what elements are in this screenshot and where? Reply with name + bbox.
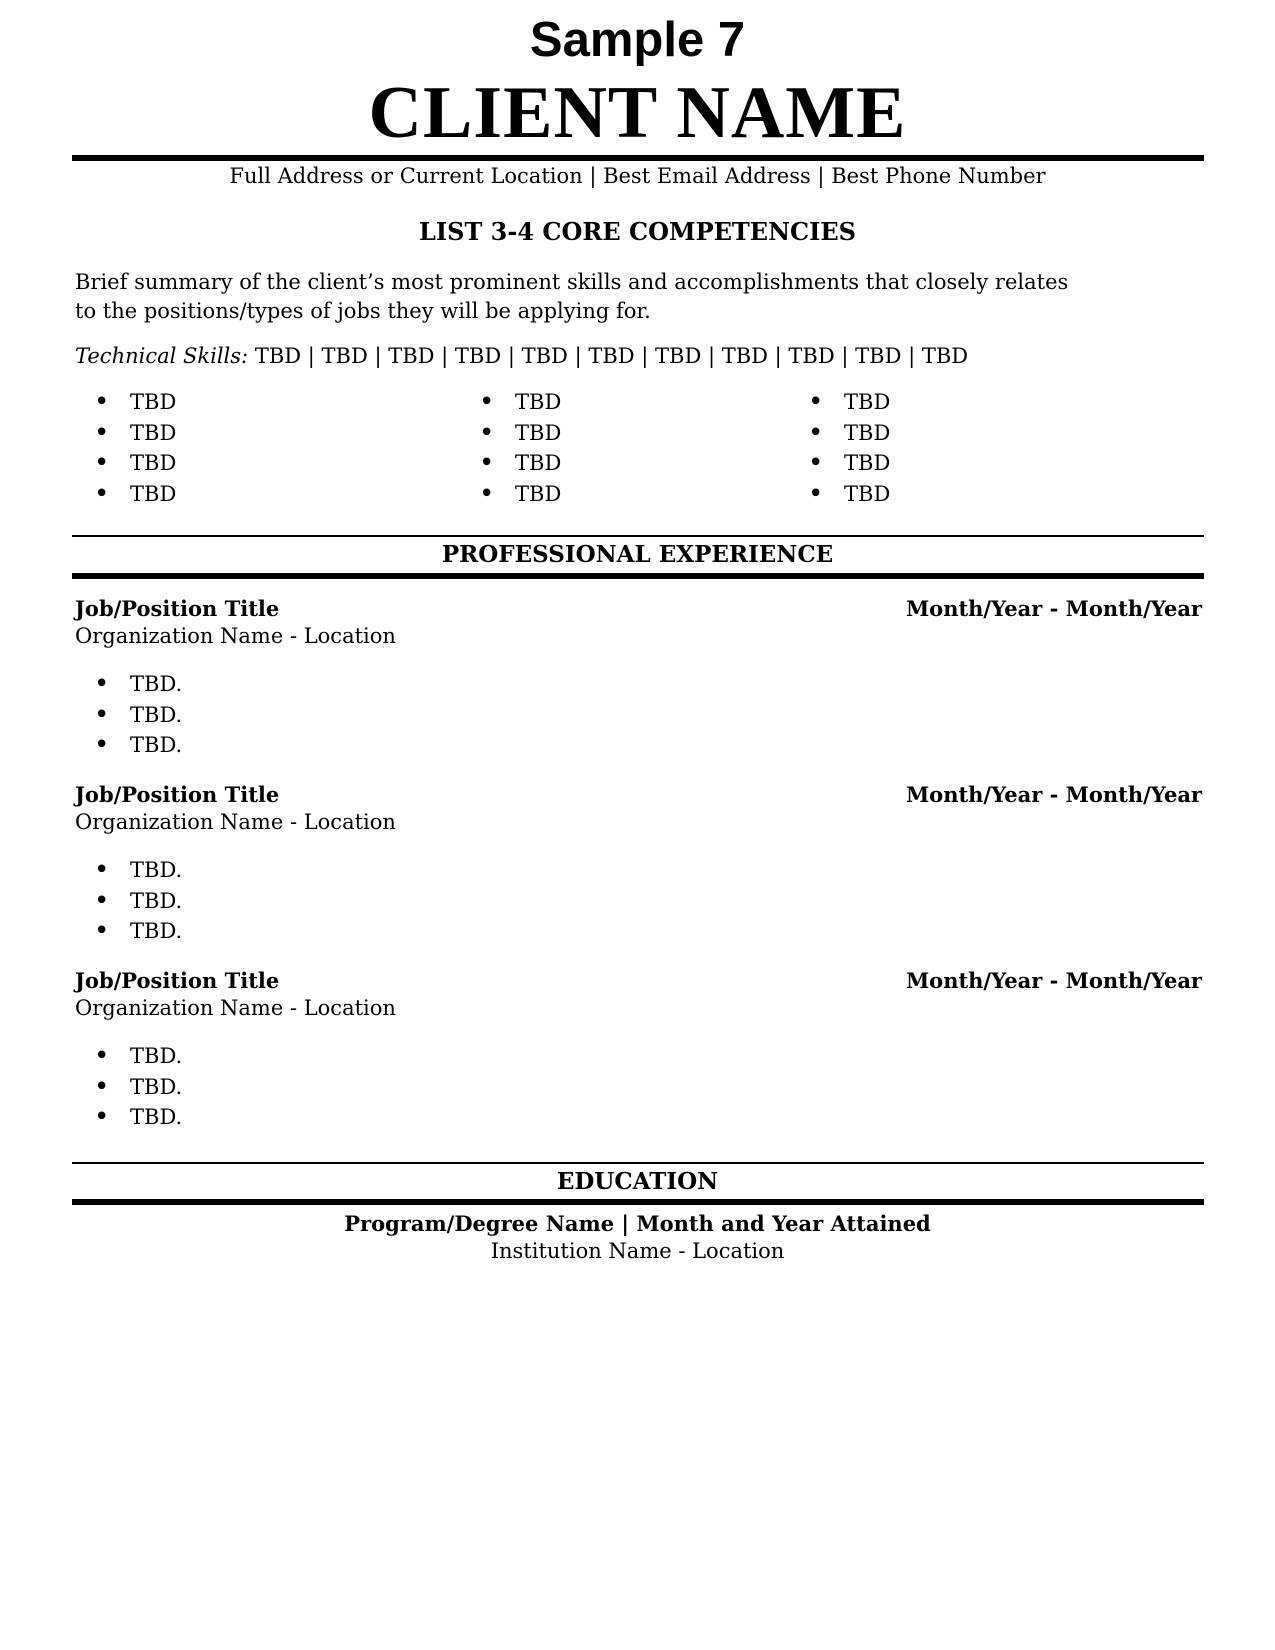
header-divider: [72, 155, 1204, 161]
skills-column-3: [808, 387, 890, 509]
skill-item: • TBD: [808, 448, 890, 479]
skills-column-1: [94, 387, 176, 509]
competencies-heading: LIST 3-4 CORE COMPETENCIES: [419, 217, 856, 246]
summary-paragraph: Brief summary of the client’s most prominent skills and accomplishments that closely relates to the positions/types of jobs they will be applying for.: [75, 270, 1069, 323]
job-entry: [75, 966, 1202, 1133]
duty-item: • TBD.: [94, 1072, 1202, 1103]
education-institution: Institution Name - Location: [490, 1239, 785, 1263]
job-entry: [75, 594, 1202, 761]
skill-item: • TBD: [479, 448, 561, 479]
duty-item: • TBD.: [94, 916, 1202, 947]
skill-item: • TBD: [479, 479, 561, 510]
skill-item: • TBD: [808, 479, 890, 510]
job-duties: [94, 669, 1202, 761]
contact-line: Full Address or Current Location | Best Email Address | Best Phone Number: [229, 164, 1046, 188]
experience-bottom-rule: [72, 573, 1204, 579]
sample-label: Sample 7: [529, 13, 746, 67]
duty-item: • TBD.: [94, 886, 1202, 917]
duty-item: • TBD.: [94, 855, 1202, 886]
skill-item: • TBD: [94, 387, 176, 418]
education-top-rule: [72, 1162, 1204, 1164]
technical-skills-label: Technical Skills:: [75, 344, 249, 368]
education-bottom-rule: [72, 1199, 1204, 1205]
skill-item: • TBD: [94, 479, 176, 510]
job-organization: Organization Name - Location: [75, 996, 396, 1020]
skill-item: • TBD: [479, 418, 561, 449]
education-degree: Program/Degree Name | Month and Year Attained: [344, 1211, 931, 1236]
job-title: Job/Position Title: [75, 596, 280, 621]
skill-item: • TBD: [808, 418, 890, 449]
job-organization: Organization Name - Location: [75, 624, 396, 648]
skills-column-2: [479, 387, 561, 509]
job-dates: Month/Year - Month/Year: [905, 968, 1202, 993]
job-duties: [94, 855, 1202, 947]
experience-top-rule: [72, 535, 1204, 537]
duty-item: • TBD.: [94, 730, 1202, 761]
job-dates: Month/Year - Month/Year: [905, 596, 1202, 621]
skill-item: • TBD: [94, 448, 176, 479]
duty-item: • TBD.: [94, 1041, 1202, 1072]
job-dates: Month/Year - Month/Year: [905, 782, 1202, 807]
experience-heading: PROFESSIONAL EXPERIENCE: [441, 541, 834, 568]
job-organization: Organization Name - Location: [75, 810, 396, 834]
client-name: CLIENT NAME: [368, 72, 907, 154]
job-title: Job/Position Title: [75, 782, 280, 807]
duty-item: • TBD.: [94, 700, 1202, 731]
skill-item: • TBD: [808, 387, 890, 418]
job-title: Job/Position Title: [75, 968, 280, 993]
job-duties: [94, 1041, 1202, 1133]
education-heading: EDUCATION: [556, 1168, 719, 1195]
duty-item: • TBD.: [94, 669, 1202, 700]
skill-item: • TBD: [94, 418, 176, 449]
technical-skills-line: [75, 342, 1175, 371]
job-entry: [75, 780, 1202, 947]
duty-item: • TBD.: [94, 1102, 1202, 1133]
technical-skills-values: TBD | TBD | TBD | TBD | TBD | TBD | TBD | TBD | TBD | TBD | TBD: [254, 344, 969, 368]
skill-item: • TBD: [479, 387, 561, 418]
